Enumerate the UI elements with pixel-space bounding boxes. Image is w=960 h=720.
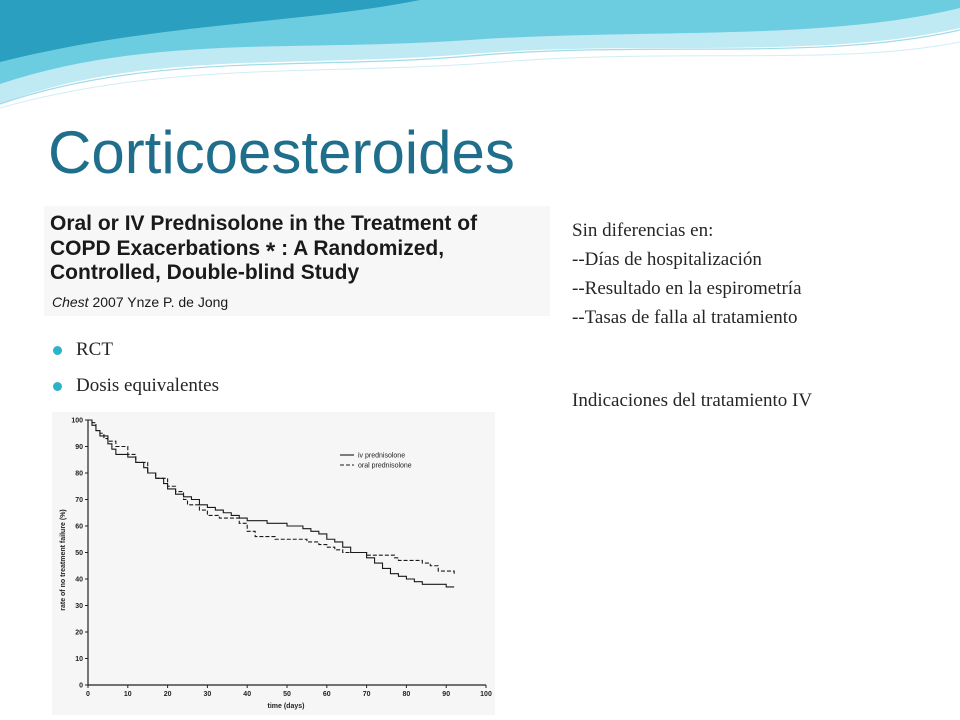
findings-line: Sin diferencias en: [572, 220, 714, 241]
x-tick-label: 70 [362, 691, 371, 698]
findings-line: --Tasas de falla al tratamiento [572, 307, 798, 328]
paper-reference [44, 206, 550, 316]
series-line-oral-prednisolone [88, 420, 454, 574]
findings-line: --Días de hospitalización [572, 249, 762, 270]
asterisk-mark: * [265, 238, 276, 265]
citation-rest: 2007 Ynze P. de Jong [88, 294, 229, 310]
x-tick-label: 80 [402, 691, 411, 698]
indications-text: Indicaciones del tratamiento IV [572, 390, 813, 411]
y-tick-label: 90 [75, 444, 83, 451]
findings-text [572, 216, 802, 332]
paper-title-line-2a: COPD Exacerbations [50, 237, 261, 260]
y-axis-label: rate of no treatment failure (%) [60, 509, 67, 611]
y-tick-label: 20 [75, 629, 83, 637]
slide-title: Corticoesteroides [48, 119, 515, 186]
paper-title-line-3: Controlled, Double-blind Study [50, 261, 360, 284]
journal-name: Chest [52, 294, 89, 310]
legend-label: iv prednisolone [358, 452, 406, 460]
x-axis-label: time (days) [267, 703, 305, 710]
paper-title-line-2b: : A Randomized, [281, 237, 445, 260]
bullet-text: RCT [76, 339, 113, 360]
bullet-item [50, 372, 219, 408]
x-tick-label: 90 [442, 691, 451, 698]
x-tick-label: 50 [283, 691, 291, 698]
survival-chart [52, 412, 495, 715]
bullet-list [50, 336, 219, 408]
x-tick-label: 20 [163, 691, 172, 698]
y-tick-label: 100 [71, 417, 83, 425]
y-tick-label: 10 [75, 656, 83, 663]
findings-line: --Resultado en la espirometría [572, 278, 802, 299]
paper-title-line-1: Oral or IV Prednisolone in the Treatment of [50, 212, 478, 235]
bullet-dot-icon [53, 346, 62, 355]
wave-banner [0, 0, 960, 120]
y-tick-label: 60 [75, 523, 83, 531]
x-tick-label: 0 [86, 691, 90, 698]
y-tick-label: 50 [75, 550, 83, 557]
series-line-iv-prednisolone [88, 420, 454, 587]
bullet-dot-icon [53, 382, 62, 391]
legend-label: oral prednisolone [358, 462, 412, 470]
y-tick-label: 0 [79, 682, 83, 690]
paper-citation [52, 294, 228, 310]
paper-title [50, 212, 550, 285]
x-tick-label: 10 [123, 691, 132, 698]
x-tick-label: 40 [243, 691, 252, 698]
y-tick-label: 40 [75, 576, 83, 584]
x-tick-label: 30 [203, 691, 212, 698]
paper-title-line-2 [50, 236, 550, 265]
y-tick-label: 80 [75, 470, 83, 478]
bullet-text: Dosis equivalentes [76, 375, 220, 396]
chart-svg [52, 412, 495, 715]
y-tick-label: 30 [75, 603, 83, 610]
bullet-item [50, 336, 219, 372]
y-tick-label: 70 [75, 497, 83, 504]
x-tick-label: 100 [480, 691, 492, 698]
x-tick-label: 60 [322, 691, 331, 698]
